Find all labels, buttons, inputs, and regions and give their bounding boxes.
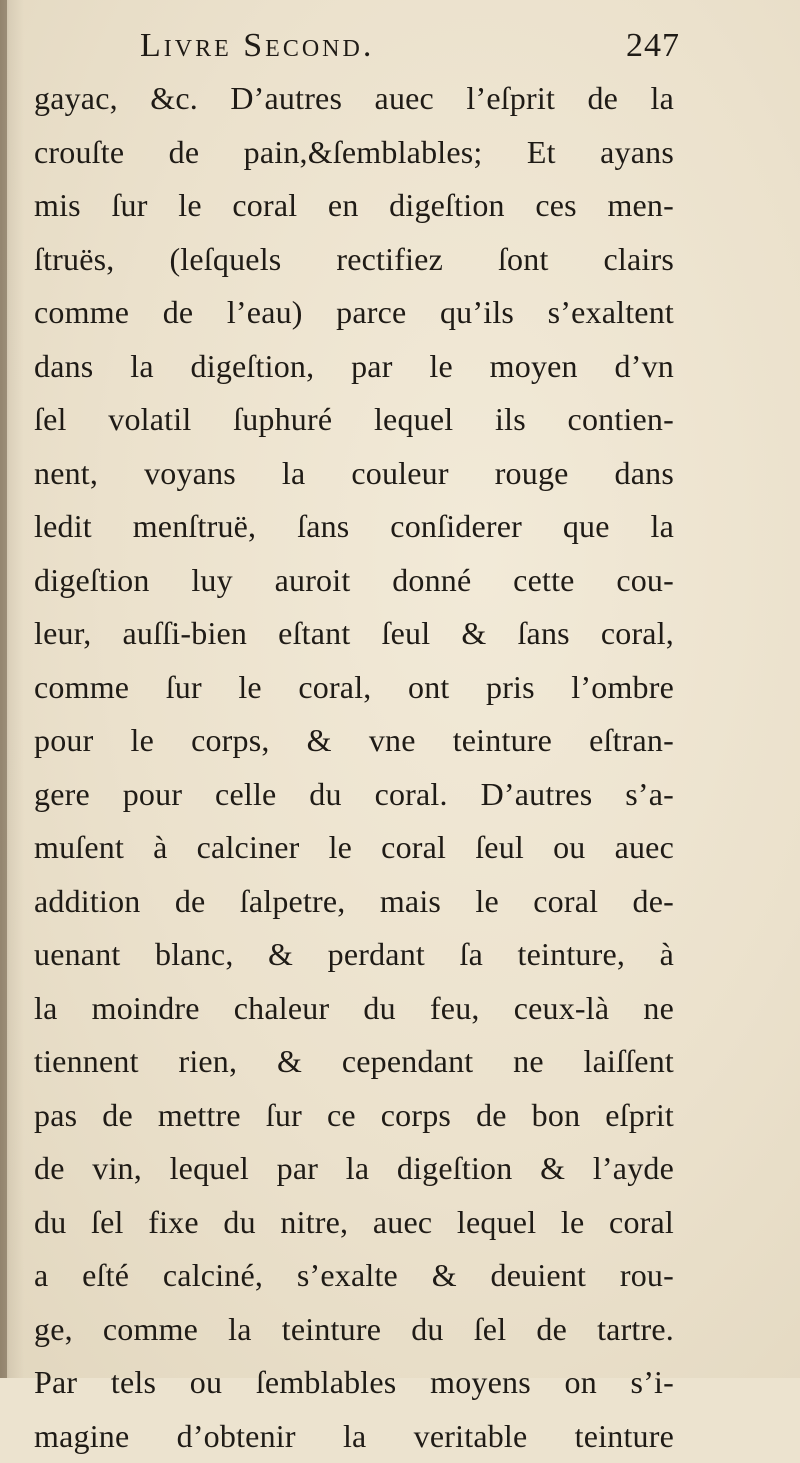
text-line: ge, comme la teinture du ſel de tartre. — [34, 1303, 674, 1357]
text-line: dans la digeſtion, par le moyen d’vn — [34, 340, 674, 394]
text-line: comme ſur le coral, ont pris l’ombre — [34, 661, 674, 715]
text-line: muſent à calciner le coral ſeul ou auec — [34, 821, 674, 875]
text-line: gere pour celle du coral. D’autres s’a- — [34, 768, 674, 822]
page-number: 247 — [626, 24, 680, 68]
text-line: ſel volatil ſuphuré lequel ils contien- — [34, 393, 674, 447]
text-line: a eſté calciné, s’exalte & deuient rou- — [34, 1249, 674, 1303]
text-line: digeſtion luy auroit donné cette cou- — [34, 554, 674, 608]
text-line: pas de mettre ſur ce corps de bon eſprit — [34, 1089, 674, 1143]
text-line: nent, voyans la couleur rouge dans — [34, 447, 674, 501]
text-line: addition de ſalpetre, mais le coral de- — [34, 875, 674, 929]
text-line: magine d’obtenir la veritable teinture — [34, 1410, 674, 1463]
text-line: la moindre chaleur du feu, ceux-là ne — [34, 982, 674, 1036]
text-line: comme de l’eau) parce qu’ils s’exaltent — [34, 286, 674, 340]
text-line: de vin, lequel par la digeſtion & l’ayde — [34, 1142, 674, 1196]
text-line: crouſte de pain,&ſemblables; Et ayans — [34, 126, 674, 180]
binding-shadow — [0, 0, 7, 1378]
text-line: gayac, &c. D’autres auec l’eſprit de la — [34, 72, 674, 126]
text-line: Par tels ou ſemblables moyens on s’i- — [34, 1356, 674, 1410]
text-line: ledit menſtruë, ſans conſiderer que la — [34, 500, 674, 554]
running-title: Livre Second. — [140, 24, 374, 68]
body-text — [34, 72, 674, 1463]
text-line: du ſel fixe du nitre, auec lequel le coral — [34, 1196, 674, 1250]
text-line: leur, auſſi-bien eſtant ſeul & ſans coral, — [34, 607, 674, 661]
running-head — [140, 24, 680, 68]
text-line: tiennent rien, & cependant ne laiſſent — [34, 1035, 674, 1089]
text-line: uenant blanc, & perdant ſa teinture, à — [34, 928, 674, 982]
text-line: pour le corps, & vne teinture eſtran- — [34, 714, 674, 768]
text-line: ſtruës, (leſquels rectifiez ſont clairs — [34, 233, 674, 287]
text-line: mis ſur le coral en digeſtion ces men- — [34, 179, 674, 233]
